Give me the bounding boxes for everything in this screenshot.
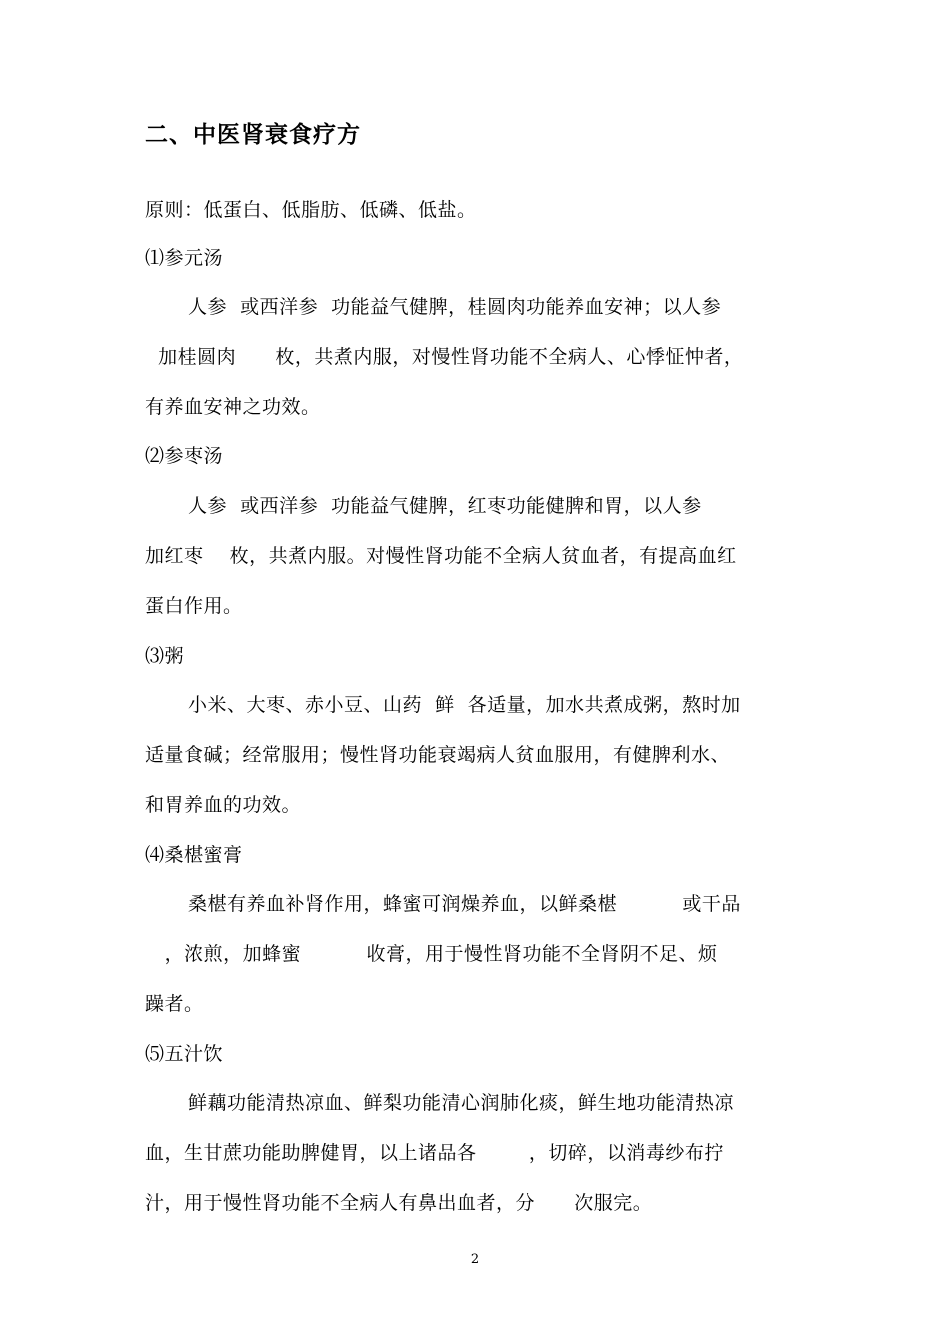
recipe-text-line: 血，生甘蔗功能助脾健胃，以上诸品各 ，切碎，以消毒纱布拧 bbox=[145, 1142, 724, 1164]
recipe-heading: ⑷桑椹蜜膏 bbox=[145, 844, 243, 866]
recipe-heading: ⑸五汁饮 bbox=[145, 1043, 224, 1065]
recipe-text-line: 躁者。 bbox=[145, 993, 204, 1015]
recipe-text-line: 适量食碱；经常服用；慢性肾功能衰竭病人贫血服用，有健脾利水、 bbox=[145, 744, 731, 766]
recipe-text-line: 人参 或西洋参 功能益气健脾，桂圆肉功能养血安神；以人参 bbox=[188, 296, 722, 318]
recipe-text-line: 鲜藕功能清热凉血、鲜梨功能清心润肺化痰，鲜生地功能清热凉 bbox=[188, 1092, 735, 1114]
principle-text: 原则：低蛋白、低脂肪、低磷、低盐。 bbox=[145, 199, 477, 221]
recipe-text-line: ，浓煎，加蜂蜜 收膏，用于慢性肾功能不全肾阴不足、烦 bbox=[145, 943, 718, 965]
recipe-heading: ⑴参元汤 bbox=[145, 247, 224, 269]
recipe-text-line: 小米、大枣、赤小豆、山药 鲜 各适量，加水共煮成粥，熬时加 bbox=[188, 694, 741, 716]
page-title: 二、中医肾衰食疗方 bbox=[145, 122, 361, 148]
recipe-text-line: 加红枣 枚，共煮内服。对慢性肾功能不全病人贫血者，有提高血红 bbox=[145, 545, 737, 567]
recipe-text-line: 有养血安神之功效。 bbox=[145, 396, 321, 418]
recipe-heading: ⑵参枣汤 bbox=[145, 445, 224, 467]
recipe-text-line: 蛋白作用。 bbox=[145, 595, 243, 617]
page-number: 2 bbox=[470, 1252, 480, 1267]
recipe-text-line: 人参 或西洋参 功能益气健脾，红枣功能健脾和胃，以人参 bbox=[188, 495, 702, 517]
recipe-text-line: 桑椹有养血补肾作用，蜂蜜可润燥养血，以鲜桑椹 或干品 bbox=[188, 893, 741, 915]
recipe-text-line: 加桂圆肉 枚，共煮内服，对慢性肾功能不全病人、心悸怔忡者， bbox=[145, 346, 744, 368]
recipe-text-line: 汁，用于慢性肾功能不全病人有鼻出血者，分 次服完。 bbox=[145, 1192, 653, 1214]
recipe-text-line: 和胃养血的功效。 bbox=[145, 794, 302, 816]
recipe-heading: ⑶粥 bbox=[145, 645, 185, 667]
